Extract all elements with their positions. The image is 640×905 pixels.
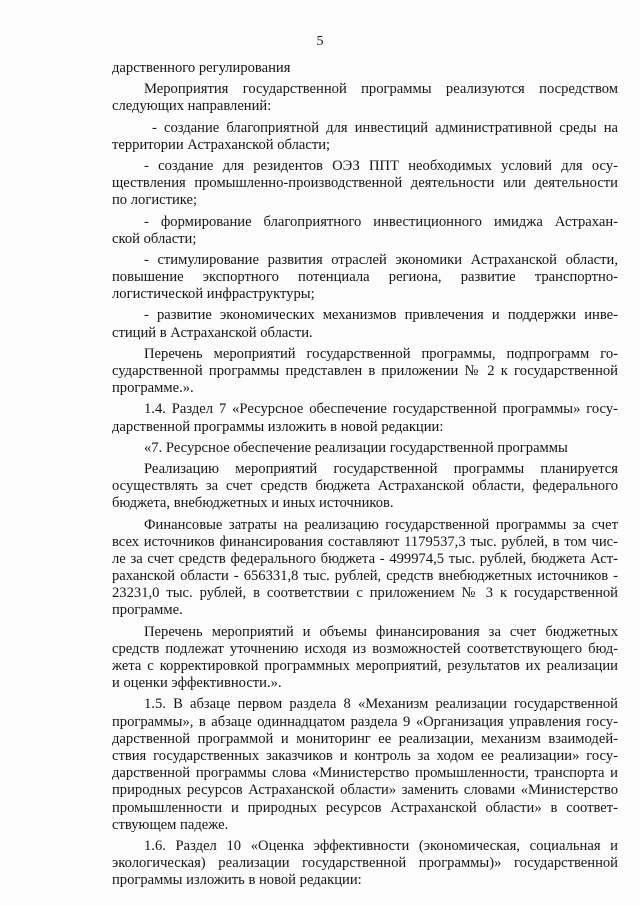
text-line: Реализацию мероприятий государственной программы планируется bbox=[144, 460, 618, 477]
text-line: 1.5. В абзаце первом раздела 8 «Механизм реализации государственной bbox=[144, 696, 618, 713]
text-line: - создание для резидентов ОЭЗ ППТ необходимых условий для осу- bbox=[144, 157, 618, 174]
text-line: территории Астраханской области; bbox=[112, 136, 331, 153]
text-line: Мероприятия государственной программы реализуются посредством bbox=[144, 81, 618, 98]
text-line: 1.4. Раздел 7 «Ресурсное обеспечение государственной программы» госу- bbox=[144, 401, 618, 418]
text-line: экологическая) реализации государственной программы)» государственной bbox=[112, 855, 618, 872]
text-line: Перечень мероприятий и объемы финансирования за счет бюджетных bbox=[144, 623, 618, 640]
text-line: ле за счет средств федерального бюджета - 499974,5 тыс. рублей, бюджета Аст- bbox=[112, 550, 618, 567]
text-line: - стимулирование развития отраслей экономики Астраханской области, bbox=[144, 251, 618, 268]
text-line: 1.6. Раздел 10 «Оценка эффективности (экономическая, социальная и bbox=[144, 837, 618, 854]
text-line: «7. Ресурсное обеспечение реализации государственной программы bbox=[144, 439, 568, 456]
text-line: программы изложить в новой редакции: bbox=[112, 872, 362, 889]
document-body bbox=[112, 60, 618, 889]
text-line: дарственной программой и мониторинг ее реализации, механизм взаимодей- bbox=[112, 730, 618, 747]
text-line: программе.». bbox=[112, 380, 194, 397]
text-line: и оценки эффективности.». bbox=[112, 675, 282, 692]
text-line: Финансовые затраты на реализацию государственной программы за счет bbox=[144, 516, 618, 533]
text-line: сударственной программы представлен в приложении № 2 к государственной bbox=[112, 363, 618, 379]
text-line: следующих направлений: bbox=[112, 98, 272, 115]
text-line: природных ресурсов Астраханской области» заменить словами «Министерство bbox=[112, 782, 618, 799]
text-line: 23231,0 тыс. рублей, в соответствии с приложением № 3 к государственной bbox=[112, 585, 618, 602]
text-line: бюджета, внебюджетных и иных источников. bbox=[112, 495, 394, 512]
text-line: жета с корректировкой программных мероприятий, результатов их реализации bbox=[112, 658, 618, 674]
text-line: Перечень мероприятий государственной программы, подпрограмм го- bbox=[144, 345, 618, 362]
text-line: - развитие экономических механизмов привлечения и поддержки инве- bbox=[144, 307, 618, 324]
text-line: стиций в Астраханской области. bbox=[112, 324, 313, 341]
text-line: ществления промышленно-производственной деятельности или деятельности bbox=[112, 175, 618, 192]
text-line: дарственной программы изложить в новой редакции: bbox=[112, 418, 444, 435]
text-line: ствующем падеже. bbox=[112, 816, 229, 833]
text-line: повышение экспортного потенциала региона, развитие транспортно- bbox=[112, 269, 618, 286]
text-line: всех источников финансирования составляют 1179537,3 тыс. рублей, в том чис- bbox=[112, 533, 618, 550]
text-line: логистической инфраструктуры; bbox=[112, 286, 315, 303]
text-line: дарственного регулирования bbox=[112, 60, 291, 76]
text-line: ствия государственных заказчиков и контроль за ходом ее реализации» госу- bbox=[112, 747, 618, 764]
text-line: ской области; bbox=[112, 230, 197, 247]
text-line: осуществлять за счет средств бюджета Астраханской области, федерального bbox=[112, 478, 618, 495]
page-number: 5 bbox=[316, 34, 324, 49]
text-line: дарственной программы слова «Министерство промышленности, транспорта и bbox=[112, 765, 618, 782]
text-line: средств подлежат уточнению исходя из возможностей соответствующего бюд- bbox=[112, 640, 618, 657]
text-line: программе. bbox=[112, 602, 183, 619]
text-line: раханской области - 656331,8 тыс. рублей, средств внебюджетных источников - bbox=[112, 568, 618, 585]
text-line: промышленности и природных ресурсов Астраханской области» в соответ- bbox=[112, 799, 618, 816]
text-line: по логистике; bbox=[112, 192, 198, 209]
text-line: программы», в абзаце одиннадцатом раздела 9 «Организация управления госу- bbox=[112, 713, 618, 730]
text-line: - формирование благоприятного инвестиционного имиджа Астрахан- bbox=[144, 213, 618, 230]
text-line: - создание благоприятной для инвестиций административной среды на bbox=[152, 119, 618, 136]
